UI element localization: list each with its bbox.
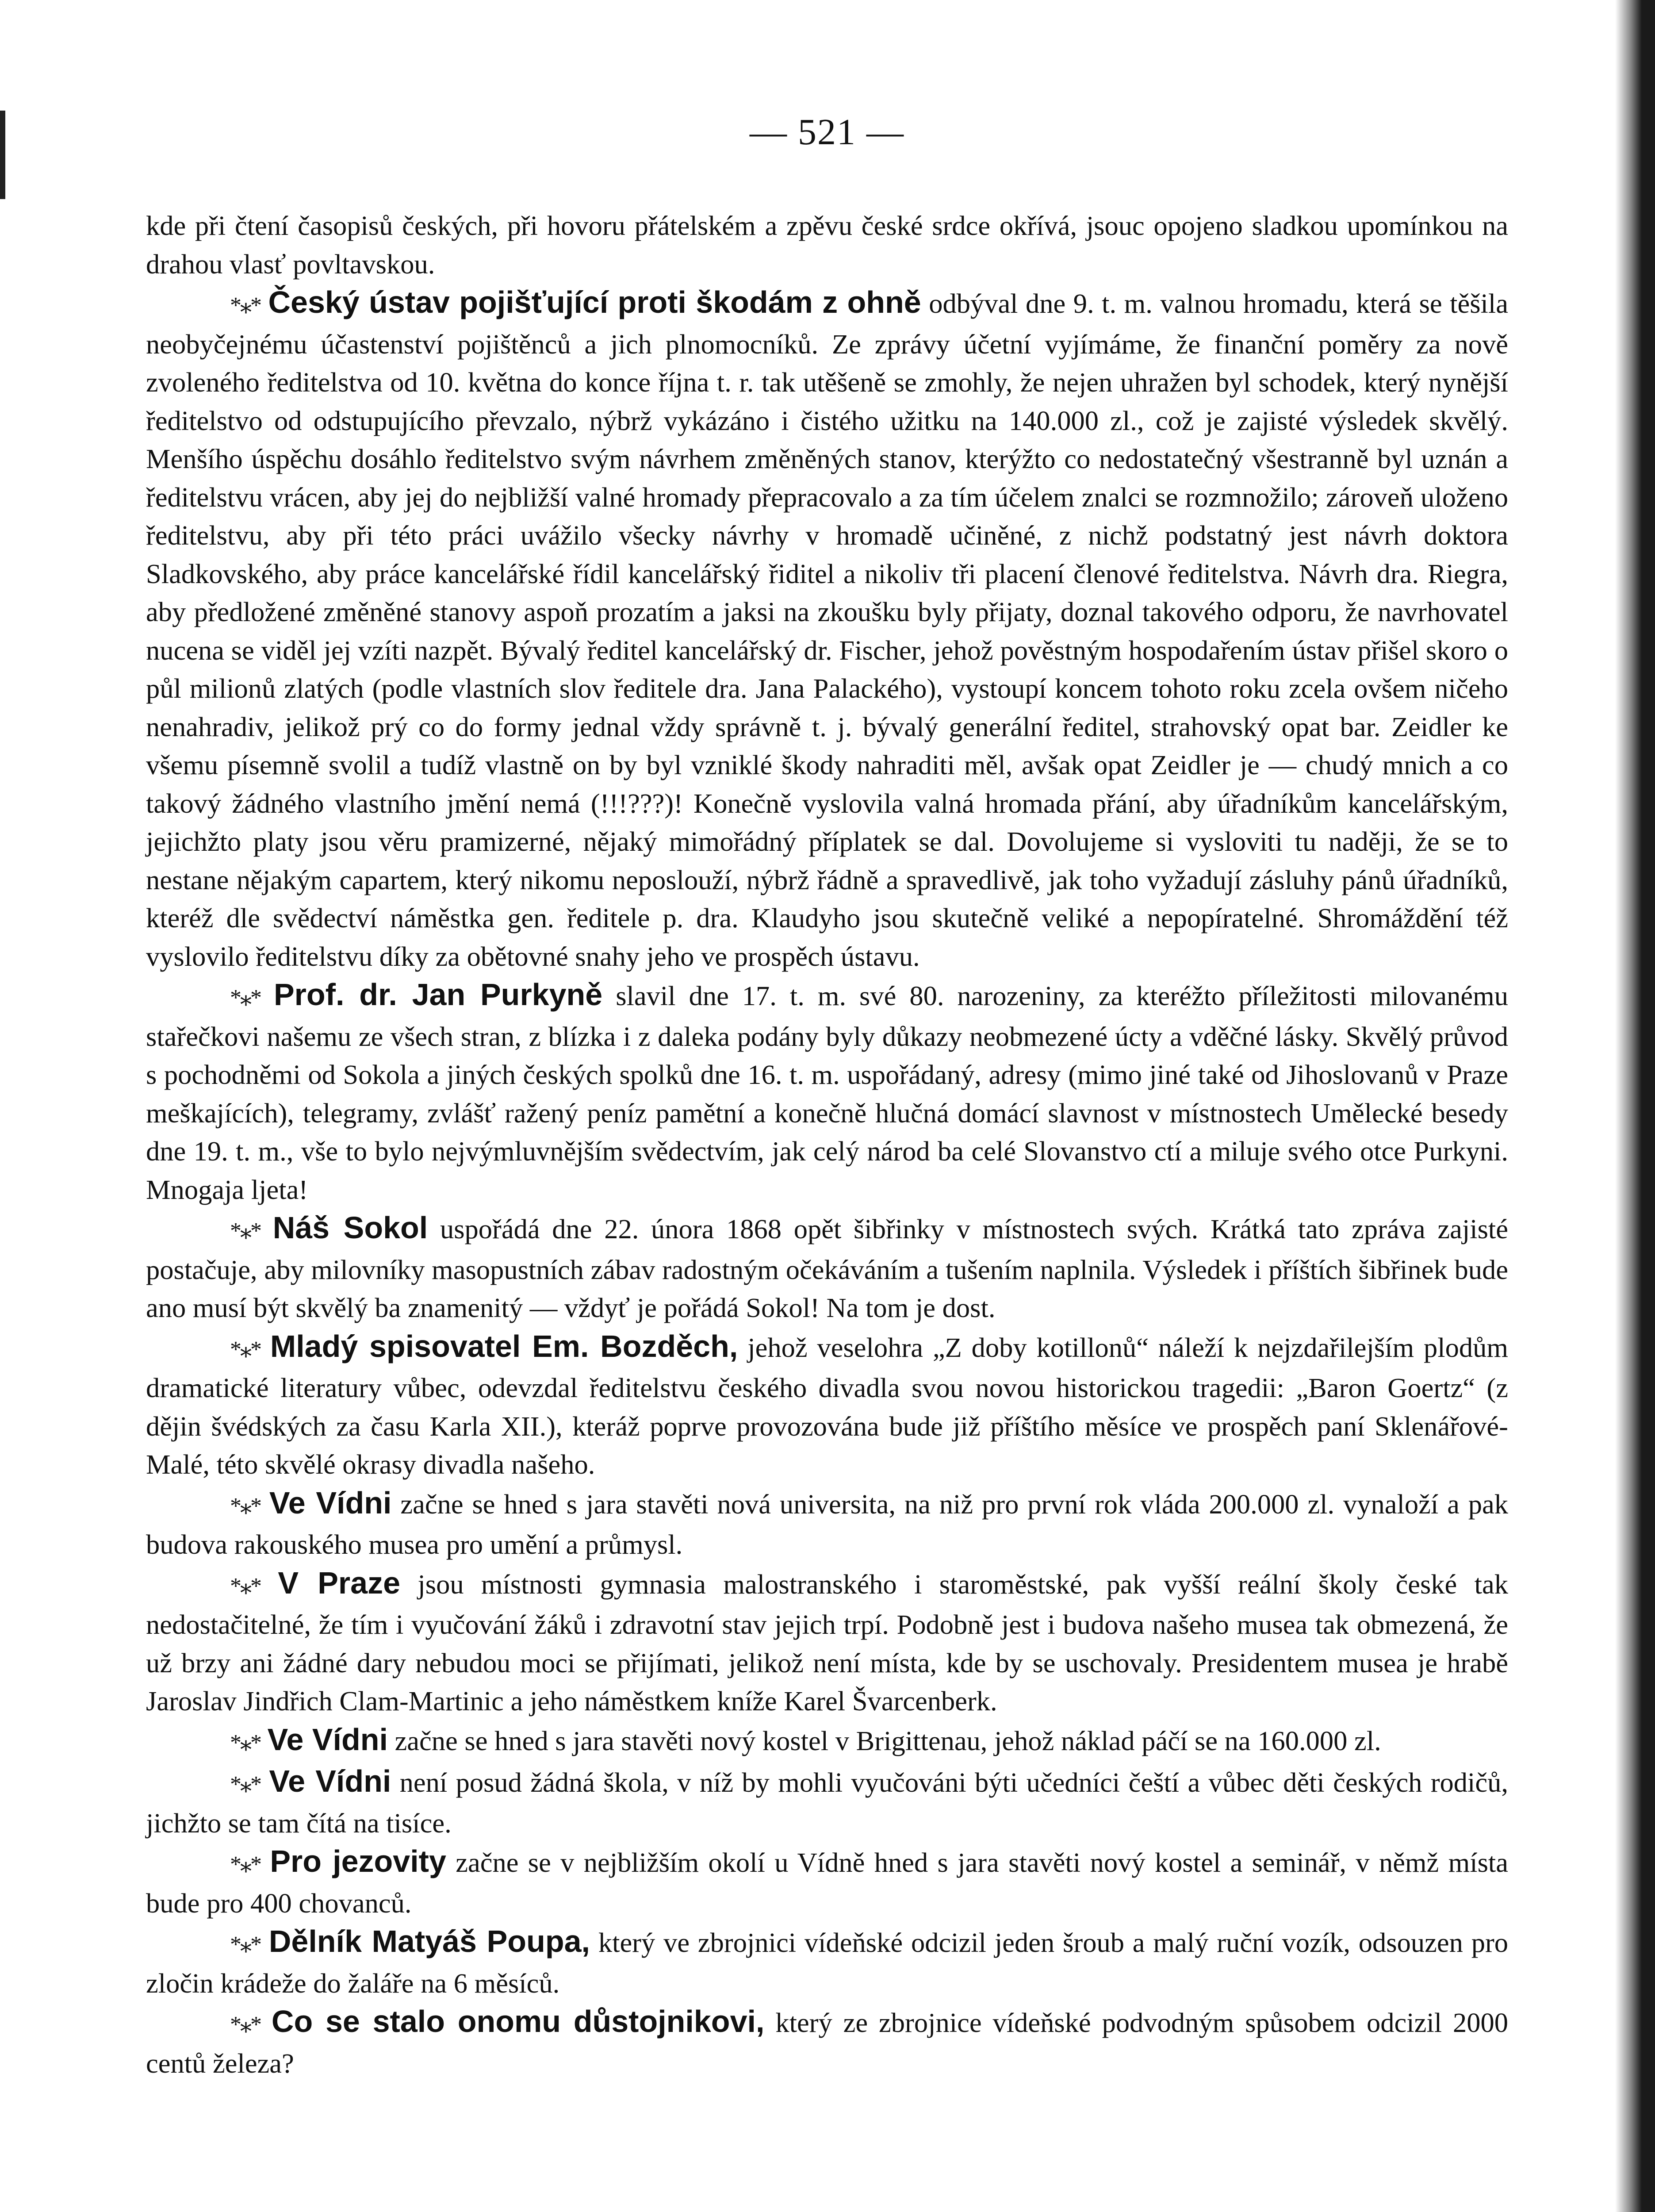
article-pojistovna — [146, 283, 1508, 975]
scan-border-right — [1615, 0, 1655, 2212]
asterism-icon: *⁎* — [230, 1573, 261, 1599]
article-sokol — [146, 1209, 1508, 1327]
article-continuation — [146, 207, 1508, 283]
article-body: není posud žádná škola, v níž by mohli vyučováni býti učedníci čeští a vůbec děti českých rodičů, jichžto se tam čítá na tisíce. — [146, 1767, 1509, 1839]
article-dustojnik — [146, 2002, 1508, 2082]
article-heading: Pro jezovity — [270, 1844, 446, 1878]
asterism-icon: *⁎* — [230, 1772, 261, 1797]
article-body: začne se v nejbližším okolí u Vídně hned s jara stavěti nový kostel a seminář, v němž místa bude pro 400 chovanců. — [146, 1847, 1509, 1919]
article-body: začne se hned s jara stavěti nový kostel v Brigittenau, jehož náklad páčí se na 160.000 zl. — [395, 1725, 1381, 1756]
asterism-icon: *⁎* — [230, 1336, 261, 1362]
scan-border-left — [0, 111, 5, 199]
page-number: — 521 — — [750, 111, 904, 153]
article-body: jsou místnosti gymnasia malostranského i staroměstské, pak vyšší reální školy české tak nedostačitelné, že tím i vyučování žáků i zdravotní stav jejich trpí. Podobně jest i budova našeho musea tak obmezená, že už brzy ani žádné dary nebudou moci se přijímati, jelikož není místa, kde by se uschovaly. Presidentem musea je hrabě Jaroslav Jindřich Clam-Martinic a jeho náměstkem kníže Karel Švarcenberk. — [146, 1568, 1508, 1717]
article-praha — [146, 1564, 1508, 1720]
article-vidne-kostel — [146, 1720, 1508, 1763]
article-vidne-universita — [146, 1484, 1508, 1564]
asterism-icon: *⁎* — [230, 1932, 261, 1957]
article-heading: Ve Vídni — [267, 1722, 388, 1757]
article-body: kde při čtení časopisů českých, při hovoru přátelském a zpěvu české srdce okřívá, jsouc opojeno sladkou upomínkou na drahou vlasť povltavskou. — [146, 210, 1508, 280]
document-page — [146, 111, 1508, 2082]
article-heading: Náš Sokol — [272, 1210, 428, 1245]
article-heading: Ve Vídni — [269, 1764, 391, 1798]
article-body: uspořádá dne 22. února 1868 opět šibřinky v místnostech svých. Krátká tato zpráva zajisté postačuje, aby milovníky masopustních zábav radostným očekáváním a tušením naplnila. Výsledek i příštích šibřinek bude ano musí být skvělý ba znamenitý — vždyť je pořádá Sokol! Na tom je dost. — [146, 1214, 1509, 1323]
asterism-icon: *⁎* — [230, 985, 261, 1010]
article-heading: Co se stalo onomu důstojnikovi, — [271, 2004, 765, 2039]
asterism-icon: *⁎* — [230, 1852, 261, 1877]
article-body: jehož veselohra „Z doby kotillonů“ náleží k nejzdařilejším plodům dramatické literatury vůbec, odevzdal ředitelstvu českého divadla svou novou historickou tragedii: „Baron Goertz“ (z dějin švédských za času Karla XII.), kteráž poprve provozována bude již příštího měsíce ve prospěch paní Sklenářové-Malé, této skvělé okrasy divadla našeho. — [146, 1332, 1509, 1480]
article-heading: Ve Vídni — [269, 1485, 392, 1520]
article-body: který ve zbrojnici vídeňské odcizil jeden šroub a malý ruční vozík, odsouzen pro zločin krádeže do žaláře na 6 měsíců. — [146, 1927, 1509, 1999]
article-jezovite — [146, 1842, 1508, 1922]
article-heading: Dělník Matyáš Poupa, — [268, 1924, 590, 1959]
asterism-icon: *⁎* — [230, 1218, 261, 1244]
article-bozdech — [146, 1327, 1508, 1484]
article-body: slavil dne 17. t. m. své 80. narozeniny, za kteréžto příležitosti milovanému stařečkovi našemu ze všech stran, z blízka i z daleka podány byly důkazy neobmezené úcty a vděčné lásky. Skvělý průvod s pochodněmi od Sokola a jiných českých spolků dne 16. t. m. uspořádaný, adresy (mimo jiné také od Jihoslovanů v Praze meškajících), telegramy, zvlášť ražený peníz pamětní a konečně hlučná domácí slavnost v místnostech Umělecké besedy dne 19. t. m., vše to bylo nejvýmluvnějším svědectvím, jak celý národ ba celé Slovanstvo ctí a miluje svého otce Purkyni. Mnogaja ljeta! — [146, 980, 1508, 1205]
article-heading: V Praze — [278, 1565, 401, 1600]
asterism-icon: *⁎* — [230, 293, 261, 318]
article-purkyne — [146, 975, 1508, 1209]
article-poupa — [146, 1922, 1508, 2002]
article-body: odbýval dne 9. t. m. valnou hromadu, která se těšila neobyčejnému účastenství pojištěnců a jich plnomocníků. Ze zprávy účetní vyjímáme, že finanční poměry za nově zvoleného ředitelstva od 10. května do konce října t. r. tak utěšeně se zmohly, že nejen uhražen byl schodek, který nynější ředitelstvo od odstupujícího převzalo, nýbrž vykázáno i čistého užitku na 140.000 zl., což je zajisté výsledek skvělý. Menšího úspěchu dosáhlo ředitelstvo svým návrhem změněných stanov, kterýžto co nedostatečný všestranně byl uznán a ředitelstvu vrácen, aby jej do nejbližší valné hromady přepracovalo a za tím účelem znalci se rozmnožilo; zároveň uloženo ředitelstvu, aby při této práci uvážilo všecky návrhy v hromadě učiněné, z nichž podstatný jest návrh doktora Sladkovského, aby práce kancelářské řídil kancelářský řiditel a nikoliv tři placení členové ředitelstva. Návrh dra. Riegra, aby předložené změněné stanovy aspoň prozatím a jaksi na zkoušku byly přijaty, doznal takového odporu, že navrhovatel nucena se viděl jej vzíti nazpět. Bývalý ředitel kancelářský dr. Fischer, jehož pověstným hospodařením ústav přišel skoro o půl milionů zlatých (podle vlastních slov ředitele dra. Jana Palackého), vystoupí koncem tohoto roku zcela ovšem ničeho nenahradiv, jelikož prý co do formy jednal vždy správně t. j. bývalý generální ředitel, strahovský opat bar. Zeidler ke všemu písemně svolil a tudíž vlastně on by byl vzniklé škody nahraditi měl, avšak opat Zeidler je — chudý mnich a co takový žádného vlastního jmění nemá (!!!???)! Konečně vyslovila valná hromada přání, aby úřadníkům kancelářským, jejichžto platy jsou věru pramizerné, nějaký mimořádný příplatek se dal. Dovolujeme si vysloviti tu naději, že se to nestane nějakým capartem, který nikomu neposlouží, nýbrž řádně a spravedlivě, jak toho vyžadují zásluhy pánů úřadníků, kteréž dle svědectví náměstka gen. ředitele p. dra. Klaudyho jsou skutečně veliké a nepopíratelné. Shromáždění též vyslovilo ředitelstvu díky za obětovné snahy jeho ve prospěch ústavu. — [146, 288, 1509, 972]
article-heading: Český ústav pojišťující proti škodám z ohně — [268, 285, 921, 319]
article-vidne-skola — [146, 1762, 1508, 1842]
article-body: který ze zbrojnice vídeňské podvodným spůsobem odcizil 2000 centů železa? — [146, 2007, 1509, 2079]
asterism-icon: *⁎* — [230, 1730, 261, 1755]
article-body: začne se hned s jara stavěti nová universita, na niž pro první rok vláda 200.000 zl. vynaloží a pak budova rakouského musea pro umění a průmysl. — [146, 1488, 1509, 1560]
article-heading: Prof. dr. Jan Purkyně — [273, 977, 603, 1012]
asterism-icon: *⁎* — [230, 1493, 261, 1519]
asterism-icon: *⁎* — [230, 2012, 261, 2037]
article-heading: Mladý spisovatel Em. Bozděch, — [270, 1329, 738, 1363]
